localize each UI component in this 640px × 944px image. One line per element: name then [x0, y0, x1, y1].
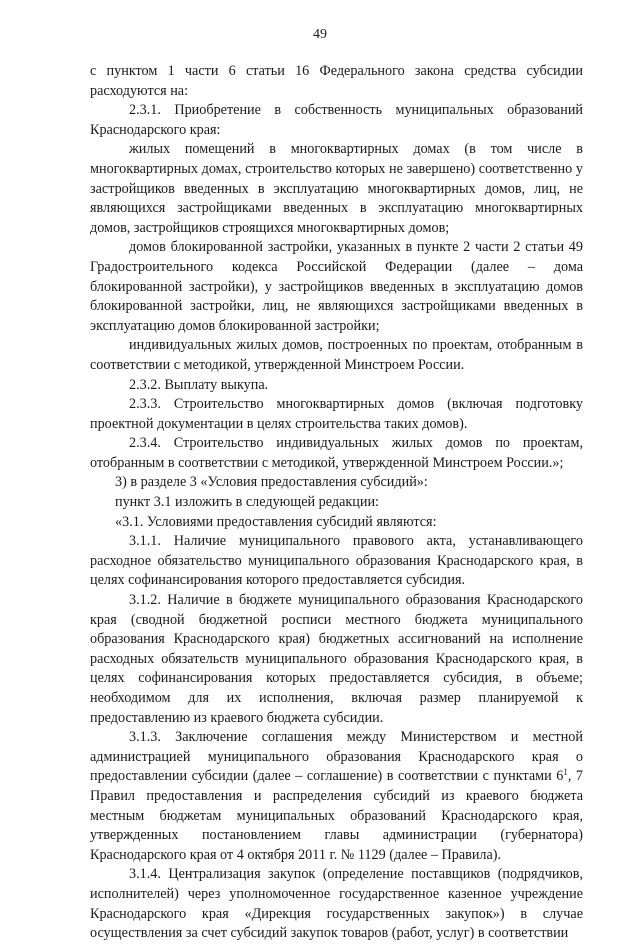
paragraph-blocked-houses: домов блокированной застройки, указанных в пункте 2 части 2 статьи 49 Градостроительного кодекса Российской Федерации (далее – дома блокированной застройки), у застройщиков введенных в эксплуатацию домов блокированной застройки, лиц, не являющихся застройщиками введенных в эксплуатацию домов блокированной застройки; [90, 239, 583, 334]
paragraph-2-3-1: 2.3.1. Приобретение в собственность муниципальных образований Краснодарского края: [90, 102, 583, 138]
paragraph-3-1-3 [90, 728, 583, 865]
paragraph-2-3-4: 2.3.4. Строительство индивидуальных жилых домов по проектам, отобранным в соответствии с методикой, утвержденной Минстроем России.»; [90, 435, 583, 471]
paragraph-point-3-1: пункт 3.1 изложить в следующей редакции: [115, 494, 379, 511]
page-number: 49 [313, 27, 327, 42]
paragraph-2-3-3: 2.3.3. Строительство многоквартирных домов (включая подготовку проектной документации в целях строительства таких домов). [90, 396, 583, 432]
paragraph-3-1-1: 3.1.1. Наличие муниципального правового акта, устанавливающего расходное обязательство муниципального образования Краснодарского края, в целях софинансирования которого предоставляется субсидия. [90, 533, 583, 589]
paragraph-3-1: «3.1. Условиями предоставления субсидий являются: [115, 513, 437, 530]
paragraph-3-1-4: 3.1.4. Централизация закупок (определение поставщиков (подрядчиков, исполнителей) через уполномоченное государственное казенное учреждение Краснодарского края «Дирекция государственных закупок») в случае осуществления за счет субсидий закупок товаров (работ, услуг) в соответствии [90, 866, 583, 942]
paragraph-intro: с пунктом 1 части 6 статьи 16 Федерального закона средства субсидии расходуются на: [90, 63, 583, 99]
paragraph-3-1-3-text-before: 3.1.3. Заключение соглашения между Министерством и местной администрацией муниципального образования Краснодарского края о предоставлении субсидии (далее – соглашение) в соответствии с пунктами 6 [90, 729, 583, 785]
footnote-superscript: 1 [563, 767, 568, 778]
paragraph-section-3: 3) в разделе 3 «Условия предоставления субсидий»: [115, 474, 428, 491]
document-body [90, 62, 583, 944]
paragraph-individual-houses: индивидуальных жилых домов, построенных по проектам, отобранным в соответствии с методикой, утвержденной Минстроем России. [90, 337, 583, 373]
paragraph-2-3-2: 2.3.2. Выплату выкупа. [129, 376, 269, 393]
paragraph-apartments: жилых помещений в многоквартирных домах (в том числе в многоквартирных домах, строительство которых не завершено) соответственно у застройщиков введенных в эксплуатацию многоквартирных домов, лиц, не являющихся застройщиками введенных в эксплуатацию многоквартирных домов, застройщиков строящихся многоквартирных домов; [90, 141, 583, 236]
paragraph-3-1-2: 3.1.2. Наличие в бюджете муниципального образования Краснодарского края (сводной бюджетной росписи местного бюджета муниципального образования Краснодарского края) бюджетных ассигнований на исполнение расходных обязательств муниципального образования Краснодарского края, в целях софинансирования которых предоставляется субсидия, в объеме; необходимом для их исполнения, включая размер планируемой к предоставлению из краевого бюджета субсидии. [90, 592, 583, 726]
paragraph-3-1-3-text-after: , 7 Правил предоставления и распределения субсидий из краевого бюджета местным бюджетам муниципальных образований Краснодарского края, утвержденных постановлением главы администрации (губернатора) Краснодарского края от 4 октября 2011 г. № 1129 (далее – Правила). [90, 768, 584, 863]
